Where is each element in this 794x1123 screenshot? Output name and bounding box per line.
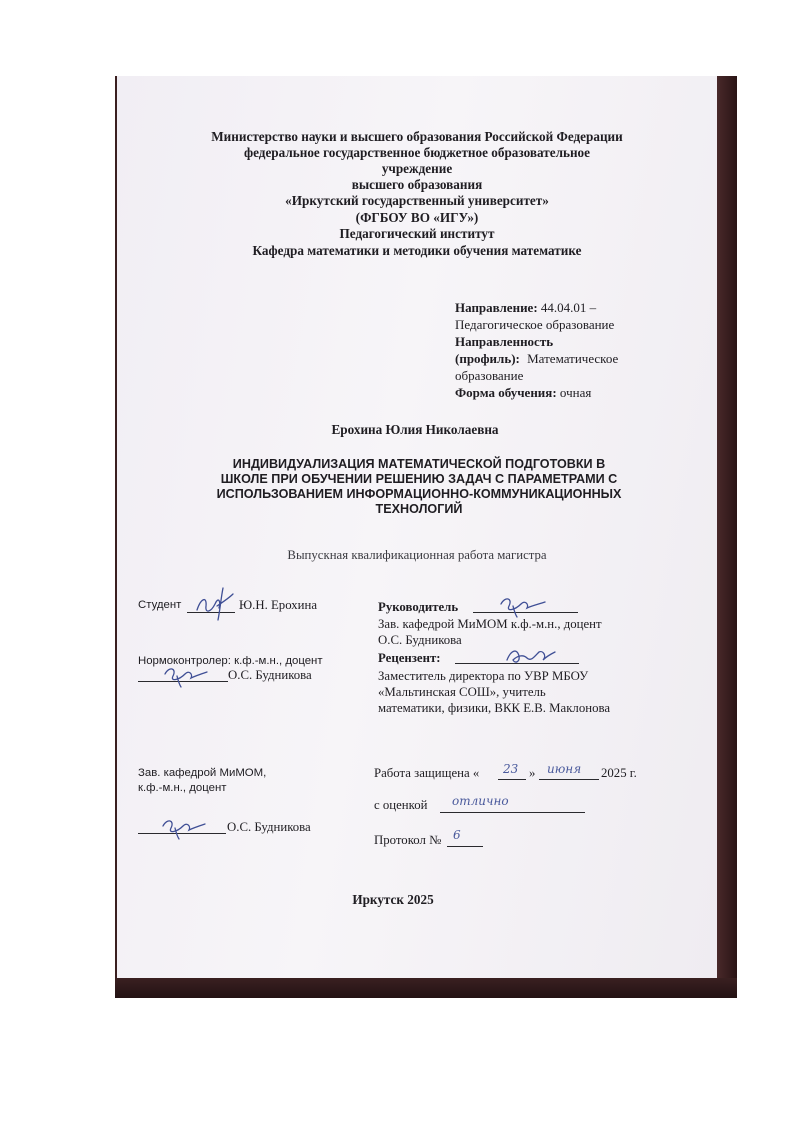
defended-prefix: Работа защищена « [374,766,480,780]
scan-binding-edge [716,76,737,998]
focus-value-1: Математическое [527,351,619,366]
direction-name: Педагогическое образование [455,317,615,332]
defended-mid: » [529,766,536,780]
institution-type-line-1: федеральное государственное бюджетное образовательное [243,145,590,160]
reviewer-signature-icon [503,644,557,670]
focus-label-1: Направленность [455,334,554,349]
university-abbr: (ФГБОУ ВО «ИГУ») [355,210,479,225]
thesis-title-line-1: ИНДИВИДУАЛИЗАЦИЯ МАТЕМАТИЧЕСКОЙ ПОДГОТОВКИ В [232,457,606,471]
direction-line [455,300,596,315]
focus-line [455,351,618,366]
defended-month-line [539,779,599,780]
defended-month: июня [547,762,582,776]
head-signature-icon [159,814,207,840]
author-name: Ерохина Юлия Николаевна [331,422,499,437]
normcontrol-name: О.С. Будникова [228,668,312,682]
study-form-value: очная [559,385,592,400]
reviewer-info-3: математики, физики, ВКК Е.В. Маклонова [378,701,611,715]
supervisor-signature-icon [497,592,547,618]
university-name: «Иркутский государственный университет» [285,193,549,208]
department-name: Кафедра математики и методики обучения математике [252,243,582,258]
reviewer-label: Рецензент: [378,651,441,665]
scan-bottom-edge [115,978,737,998]
head-label-2: к.ф.-м.н., доцент [138,782,227,794]
study-form-line [455,385,591,400]
defended-day: 23 [503,762,519,776]
study-form-label: Форма обучения: [455,385,557,400]
title-page [117,76,717,978]
focus-value-2: образование [455,368,524,383]
supervisor-info-2: О.С. Будникова [378,633,462,647]
head-name: О.С. Будникова [227,820,311,834]
grade-label: с оценкой [374,798,428,812]
student-signature-icon [193,584,237,624]
institution-type-line-2: учреждение [381,161,453,176]
protocol-label: Протокол № [374,833,442,847]
institution-type-line-3: высшего образования [351,177,483,192]
direction-code: 44.04.01 – [540,300,597,315]
protocol-number: 6 [453,828,461,842]
defended-day-line [498,779,526,780]
student-label: Студент [138,599,182,611]
supervisor-info-1: Зав. кафедрой МиМОМ к.ф.-м.н., доцент [378,617,602,631]
city-year: Иркутск 2025 [352,892,434,907]
work-type: Выпускная квалификационная работа магистра [287,548,547,562]
ministry-line: Министерство науки и высшего образования Российской Федерации [211,129,623,144]
reviewer-info-1: Заместитель директора по УВР МБОУ [378,669,589,683]
head-label-1: Зав. кафедрой МиМОМ, [138,767,267,779]
thesis-title-line-4: ТЕХНОЛОГИЙ [375,502,463,516]
reviewer-info-2: «Мальтинская СОШ», учитель [378,685,546,699]
supervisor-label: Руководитель [378,600,459,614]
protocol-line [447,846,483,847]
student-name: Ю.Н. Ерохина [239,598,318,612]
thesis-title-line-3: ИСПОЛЬЗОВАНИЕМ ИНФОРМАЦИОННО-КОММУНИКАЦИОННЫХ [216,487,622,501]
direction-label: Направление: [455,300,538,315]
grade-value: отлично [452,794,509,808]
normcontrol-signature-icon [161,662,209,688]
grade-line [440,812,585,813]
defended-year: 2025 г. [601,766,637,780]
institute-name: Педагогический институт [339,226,495,241]
thesis-title-line-2: ШКОЛЕ ПРИ ОБУЧЕНИИ РЕШЕНИЮ ЗАДАЧ С ПАРАМЕТРАМИ С [220,472,618,486]
normcontrol-label: Нормоконтролер: к.ф.-м.н., доцент [138,655,323,667]
focus-label-2: (профиль): [455,351,520,366]
